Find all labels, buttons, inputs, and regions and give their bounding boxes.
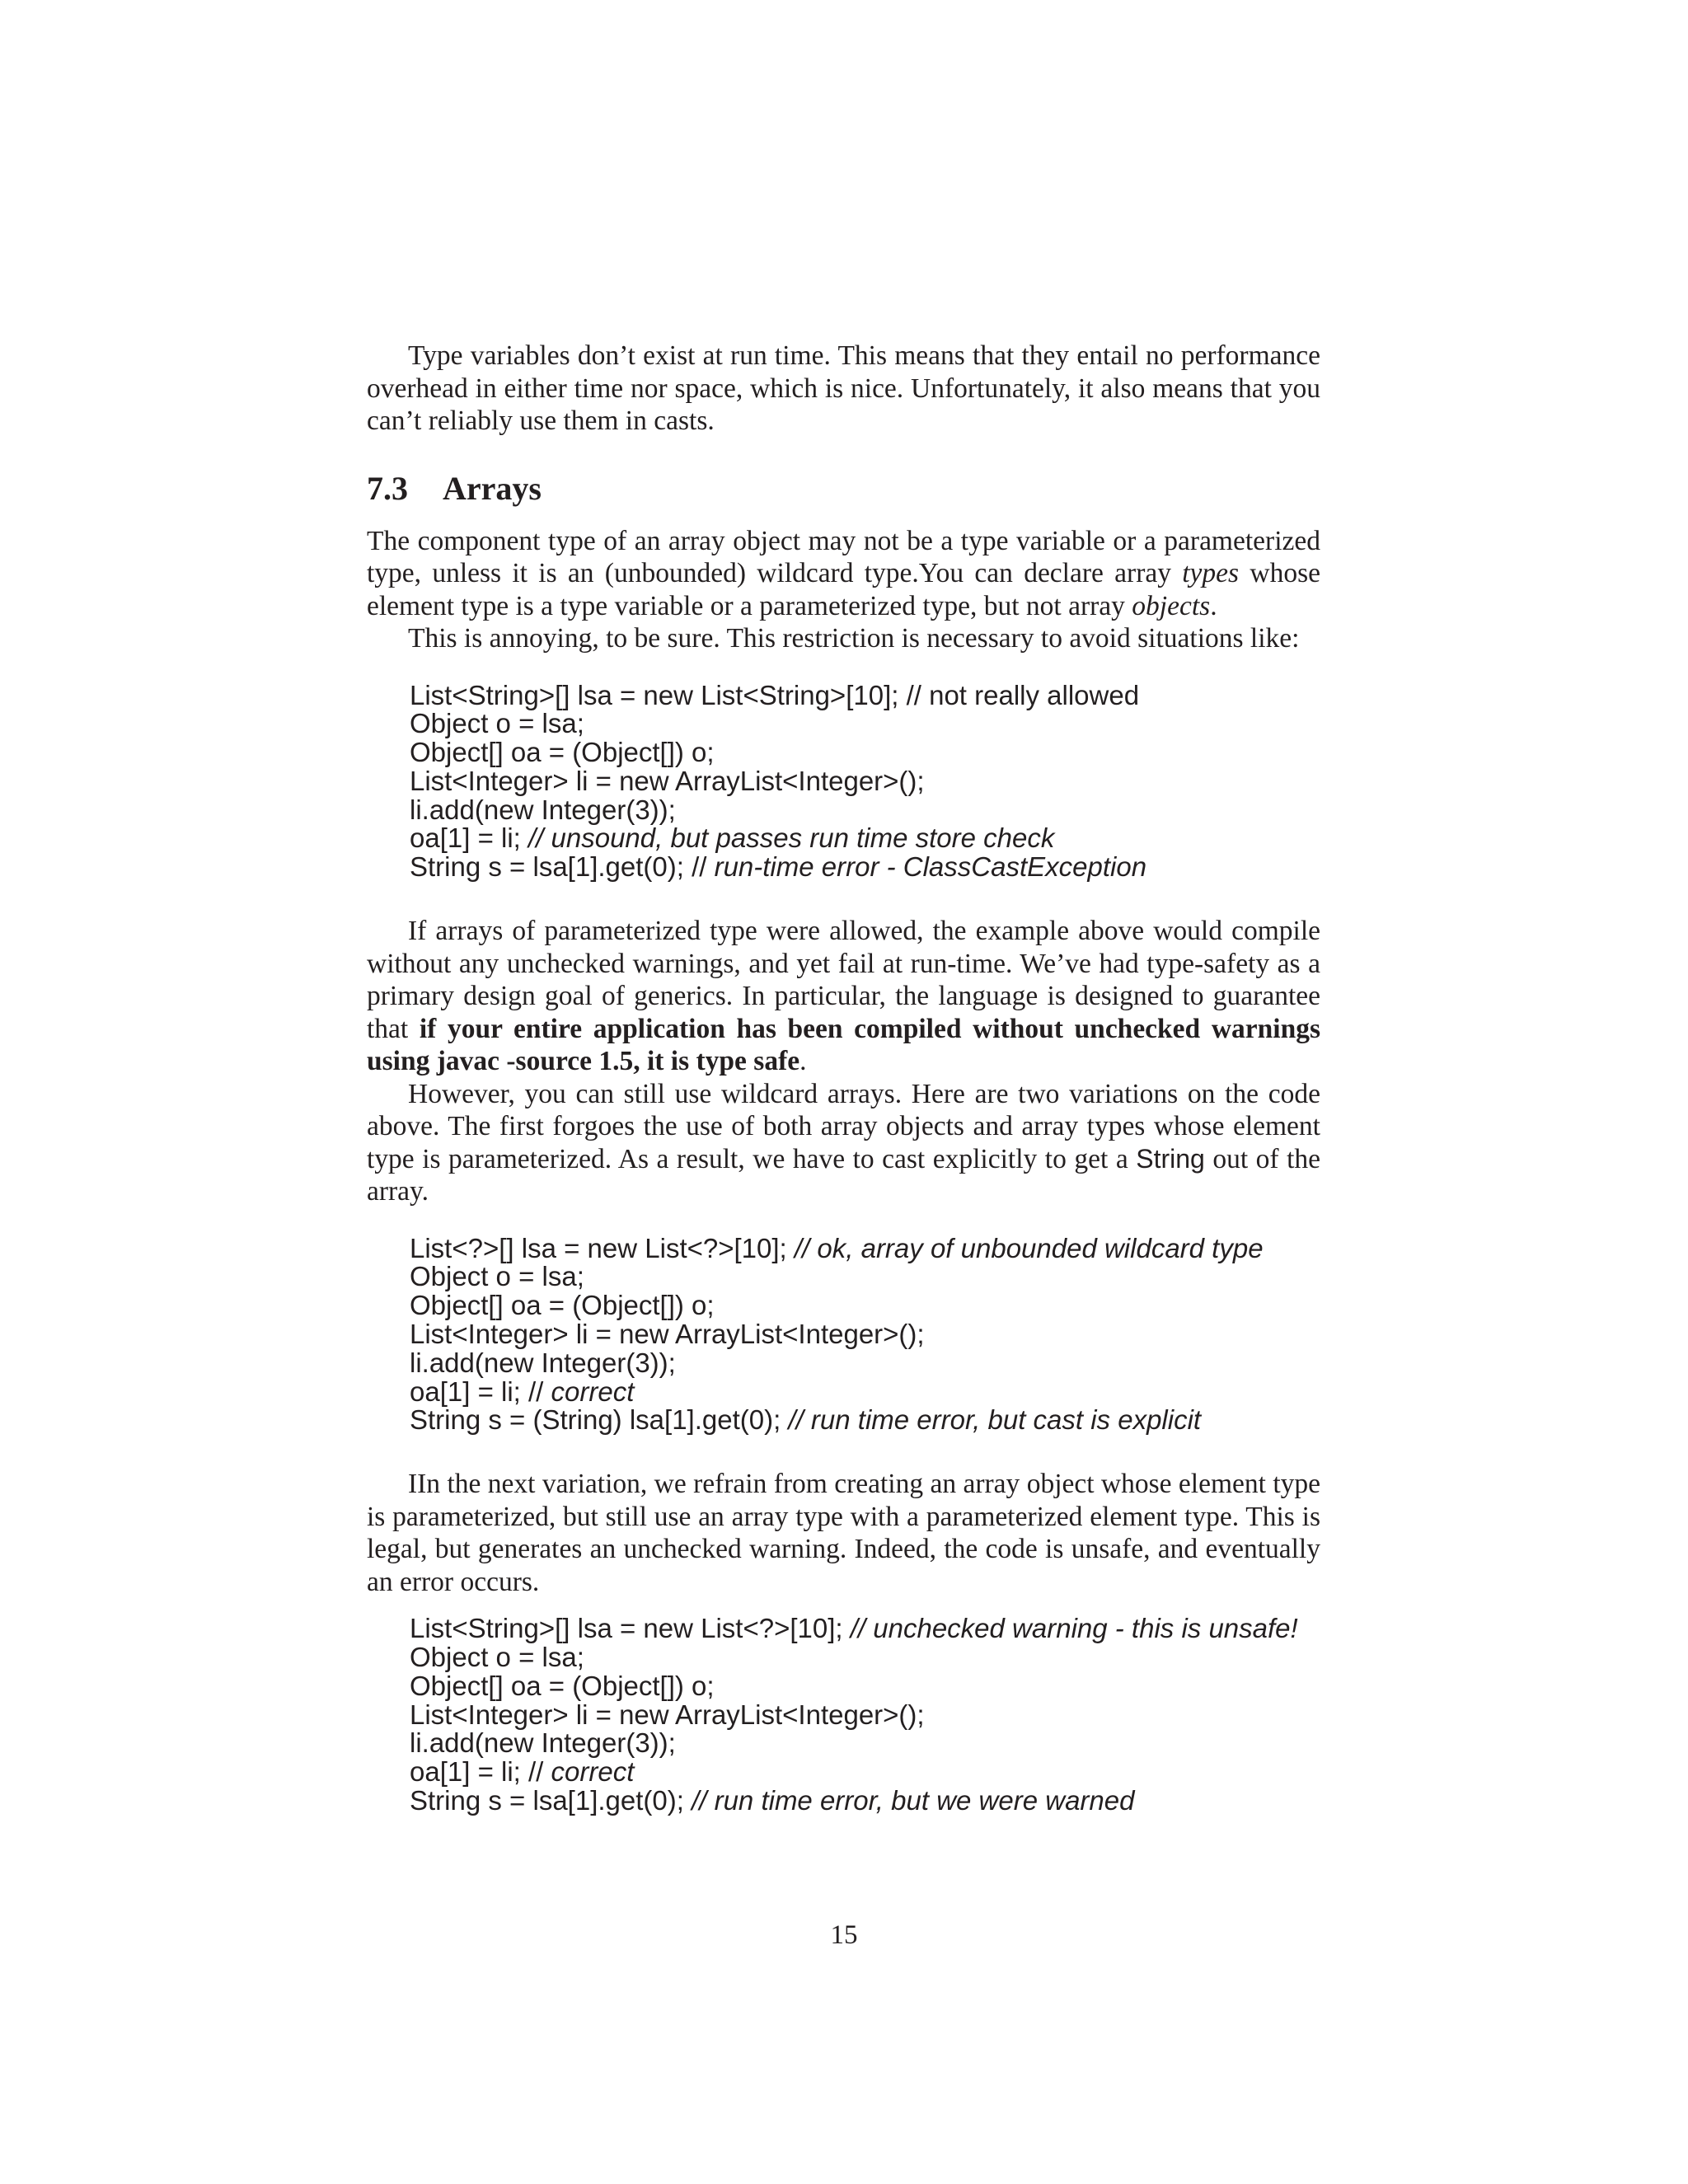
- code-text: oa[1] = li; //: [410, 1376, 551, 1407]
- code-text: oa[1] = li;: [410, 823, 529, 854]
- code-text: List<Integer> li = new ArrayList<Integer>();: [410, 765, 925, 796]
- code-text: Object o = lsa;: [410, 708, 584, 739]
- code-text: Object o = lsa;: [410, 1641, 584, 1672]
- code-text: Object o = lsa;: [410, 1261, 584, 1292]
- code-line: [410, 1263, 1320, 1291]
- page-number: 15: [830, 1920, 858, 1950]
- emphasis-objects: objects: [1132, 590, 1211, 621]
- code-comment: run-time error - ClassCastException: [714, 851, 1147, 883]
- code-comment: correct: [551, 1756, 635, 1788]
- code-line: [410, 796, 1320, 825]
- code-line: [410, 1643, 1320, 1672]
- code-text: List<String>[] lsa = new List<?>[10];: [410, 1613, 851, 1644]
- code-line: [410, 824, 1320, 853]
- emphasis-types: types: [1182, 558, 1240, 588]
- code-line: [410, 1615, 1320, 1643]
- code-comment: // ok, array of unbounded wildcard type: [794, 1232, 1264, 1263]
- code-line: [410, 1784, 1320, 1816]
- paragraph-text: .: [799, 1046, 807, 1077]
- code-block-2: [367, 1232, 1320, 1436]
- paragraph-text: out of the array.: [367, 1143, 1321, 1207]
- code-text: String s = lsa[1].get(0);: [410, 1784, 692, 1816]
- inline-code-string: String: [1136, 1143, 1205, 1174]
- code-line: [410, 1758, 1320, 1787]
- code-text: String s = (String) lsa[1].get(0);: [410, 1404, 789, 1436]
- paragraph-text: whose element type is a type variable or a parameterized type, but not array: [367, 558, 1320, 621]
- section-number: 7.3: [367, 469, 408, 507]
- paragraph-text: .: [1210, 590, 1217, 621]
- paragraph-annoying: This is annoying, to be sure. This restriction is necessary to avoid situations like:: [408, 623, 1300, 654]
- code-text: Object[] oa = (Object[]) o;: [410, 1290, 715, 1321]
- code-comment: // unchecked warning - this is unsafe!: [850, 1613, 1298, 1644]
- section-title: Arrays: [443, 469, 542, 507]
- code-line: [410, 1672, 1320, 1701]
- code-comment: correct: [551, 1376, 635, 1407]
- paragraph-type-safety: [367, 915, 1320, 1078]
- paragraph-next-variation: IIn the next variation, we refrain from creating an array object whose element type is parameterized, but still use an array type with a parameterized element type. This is legal, but generates an unchecked warning. Indeed, the code is unsafe, and eventually an error occurs.: [367, 1469, 1320, 1597]
- paragraph-text: If arrays of parameterized type were allowed, the example above would compile without any unchecked warnings, and yet fail at run-time. We’ve had type-safety as a primary design goal of generics. In particular, the language is designed to guarantee that: [367, 916, 1320, 1044]
- paragraph-array-restriction: [367, 525, 1320, 623]
- text-column: [367, 340, 1320, 1816]
- code-line: [410, 853, 1320, 882]
- code-text: List<String>[] lsa = new List<String>[10];: [410, 679, 907, 710]
- code-line: [410, 767, 1320, 796]
- code-text: oa[1] = li; //: [410, 1756, 551, 1788]
- code-line: [410, 1349, 1320, 1378]
- code-line: [410, 738, 1320, 767]
- code-line: [410, 710, 1320, 738]
- code-block-1: [367, 679, 1320, 883]
- code-text: List<Integer> li = new ArrayList<Integer>();: [410, 1318, 925, 1349]
- code-text: li.add(new Integer(3));: [410, 1347, 676, 1378]
- code-text: String s = lsa[1].get(0); //: [410, 851, 715, 883]
- paragraph-text: However, you can still use wildcard arrays. Here are two variations on the code above. The first forgoes the use of both array objects and array types whose element type is parameterized. As a result, we have to cast explicitly to get a: [367, 1078, 1320, 1174]
- code-text: Object[] oa = (Object[]) o;: [410, 1670, 715, 1701]
- paragraph-text: The component type of an array object may not be a type variable or a parameterized type, unless it is an (unbounded) wildcard type.You can declare array: [367, 525, 1320, 588]
- code-text: List<Integer> li = new ArrayList<Integer>();: [410, 1699, 925, 1730]
- code-text: li.add(new Integer(3));: [410, 1727, 676, 1759]
- code-block-3: [367, 1615, 1320, 1816]
- code-line: [410, 1406, 1320, 1435]
- code-text: Object[] oa = (Object[]) o;: [410, 737, 715, 768]
- code-line: [410, 1232, 1320, 1263]
- code-line: [410, 1378, 1320, 1407]
- code-comment: // unsound, but passes run time store check: [528, 823, 1055, 854]
- code-comment: // run time error, but cast is explicit: [788, 1404, 1202, 1436]
- paragraph-wildcard-arrays: [367, 1078, 1320, 1208]
- bold-statement: if your entire application has been compiled without unchecked warnings using javac -source 1.5, it is type safe: [367, 1013, 1320, 1077]
- code-line: [410, 679, 1320, 710]
- code-line: [410, 1701, 1320, 1730]
- code-text: li.add(new Integer(3));: [410, 794, 676, 825]
- section-heading: [367, 469, 1320, 509]
- code-line: [410, 1729, 1320, 1758]
- code-comment: // run time error, but we were warned: [692, 1784, 1135, 1816]
- code-line: [410, 1320, 1320, 1349]
- intro-paragraph: Type variables don’t exist at run time. This means that they entail no performance overhead in either time nor space, which is nice. Unfortunately, it also means that you can’t reliably use them in casts.: [367, 340, 1320, 436]
- code-comment: // not really allowed: [906, 679, 1140, 710]
- code-line: [410, 1291, 1320, 1320]
- code-text: List<?>[] lsa = new List<?>[10];: [410, 1232, 795, 1263]
